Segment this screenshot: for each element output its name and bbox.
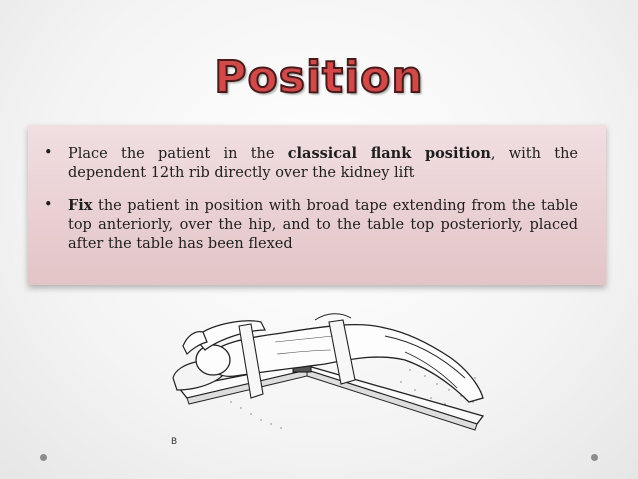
slide-title: Position [214, 52, 424, 103]
bullet-2-bold-text: Fix [68, 197, 93, 214]
flank-position-illustration [165, 298, 500, 448]
right-nav-dot-icon [591, 454, 598, 461]
bullet-item-2 [40, 196, 578, 254]
bullet-1-bold-text: classical flank position [287, 145, 491, 162]
bullet-list [40, 144, 578, 254]
bullet-item-1 [40, 144, 578, 183]
bullet-dot-icon: • [44, 145, 53, 161]
bullet-1-text-after: , with the dependent 12th rib directly over the kidney lift [68, 146, 578, 181]
figure-label: B [171, 437, 178, 447]
bullet-1-text-before: Place the patient in the [68, 146, 288, 162]
left-nav-dot-icon [40, 454, 47, 461]
content-box [28, 125, 606, 285]
bullet-2-text-after: the patient in position with broad tape extending from the table top anteriorly, over the hip, and to the table top posteriorly, placed after the table has been flexed [68, 198, 578, 252]
bullet-dot-icon: • [44, 197, 53, 213]
